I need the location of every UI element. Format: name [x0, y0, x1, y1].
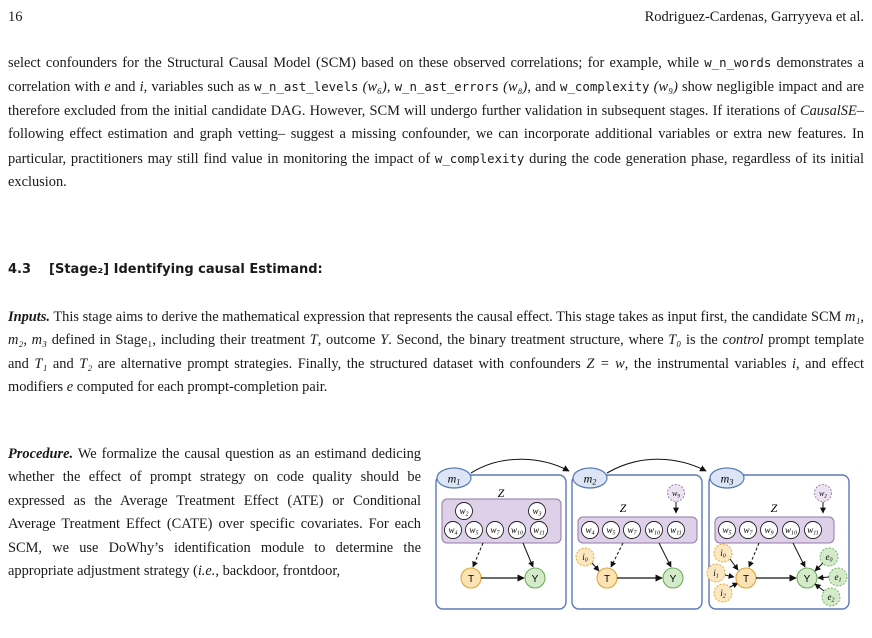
svg-text:w7: w7 [743, 525, 753, 537]
svg-text:Y: Y [669, 574, 677, 585]
svg-text:e0: e0 [825, 552, 833, 564]
scm-figure [433, 455, 861, 613]
outcome-node-m1 [525, 568, 545, 588]
excluded-node-w2 [815, 485, 832, 502]
panel-tag-m3 [710, 468, 744, 488]
panel-tag-m1 [437, 468, 471, 488]
treatment-node-m3 [736, 568, 756, 588]
svg-text:i2: i2 [720, 588, 726, 600]
svg-text:Z: Z [619, 501, 627, 515]
svg-text:Y: Y [531, 574, 539, 585]
svg-text:w3: w3 [532, 506, 542, 518]
svg-text:i0: i0 [582, 552, 588, 564]
svg-text:w4: w4 [585, 525, 595, 537]
section-heading [8, 262, 323, 277]
svg-text:w5: w5 [606, 525, 616, 537]
section-number: 4.3 [8, 262, 32, 277]
code-var-n-words: w_n_words [704, 55, 772, 70]
panel-tag-m2 [573, 468, 607, 488]
code-var-ast-errors: w_n_ast_errors [394, 79, 500, 95]
scm-panel-m1 [436, 468, 566, 609]
svg-text:w7: w7 [627, 525, 637, 537]
svg-text:w10: w10 [784, 525, 798, 537]
paragraph-confounder-selection: select confounders for the Structural Causal Model (SCM) based on these observed correlations; for example, while w_n_words demonstrates a correlation with e and i, variables such as w_n_ast_levels (w₆), w_n_ast_errors (w₈), and w_complexity (w₉) show negligible impact and are therefore excluded from the initial candidate DAG. However, SCM will undergo further validation in subsequent stages. If iterations of CausalSE–following effect estimation and graph vetting– suggest a missing confounder, we can incorporate additional variables or extra new features. In particular, practitioners may still find value in monitoring the impact of w_complexity during the code generation phase, regardless of its initial exclusion. [8, 55, 865, 191]
svg-text:w10: w10 [647, 525, 661, 537]
paragraph-inputs: Inputs. This stage aims to derive the mathematical expression that represents the causal effect. This stage takes as input first, the candidate SCM m₁, m₂, m₃ defined in Stage₁, including their treatment T, outcome Y. Second, the binary treatment structure, where T₀ is the control prompt template and T₁ and T₂ are alternative prompt strategies. Finally, the structured dataset with confounders Z = w, the instrumental variables i, and effect modifiers e computed for each prompt-completion pair. [8, 309, 864, 396]
svg-text:w11: w11 [807, 525, 819, 537]
page-number: 16 [8, 9, 23, 25]
svg-text:Y: Y [803, 574, 811, 585]
svg-text:w4: w4 [448, 525, 458, 537]
svg-text:w2: w2 [818, 489, 828, 500]
svg-text:m2: m2 [583, 471, 597, 487]
svg-text:w9: w9 [764, 525, 774, 537]
runin-heading-procedure: Procedure. [8, 446, 74, 462]
svg-text:w9: w9 [671, 489, 681, 500]
outcome-node-m2 [663, 568, 683, 588]
svg-text:w11: w11 [533, 525, 545, 537]
svg-text:e2: e2 [827, 592, 835, 604]
svg-text:T: T [742, 574, 750, 585]
svg-text:w2: w2 [459, 506, 469, 518]
runin-heading-inputs: Inputs. [8, 309, 50, 325]
excluded-node-w9 [668, 485, 685, 502]
svg-text:w5: w5 [722, 525, 732, 537]
svg-text:w5: w5 [469, 525, 479, 537]
outcome-node-m3 [797, 568, 817, 588]
code-var-complexity: w_complexity [560, 79, 650, 95]
transition-arrow-m1-m2 [471, 459, 569, 473]
paragraph-procedure: Procedure. We formalize the causal question as an estimand dedicing whether the effect of prompt strategy on code quality should be expressed as the Average Treatment Effect (ATE) or Conditional Average Treatment Effect (CATE) over specific covariates. For each SCM, we use DoWhy’s identification module to determine the appropriate adjustment strategy (i.e., backdoor, frontdoor, [8, 446, 421, 580]
treatment-node-m2 [597, 568, 617, 588]
author-header: Rodriguez-Cardenas, Garryyeva et al. [644, 9, 864, 25]
svg-text:m1: m1 [447, 471, 461, 487]
svg-text:w7: w7 [490, 525, 500, 537]
treatment-node-m1 [461, 568, 481, 588]
svg-text:T: T [603, 574, 611, 585]
running-header [8, 9, 864, 29]
transition-arrow-m2-m3 [607, 459, 706, 473]
svg-text:w10: w10 [510, 525, 524, 537]
svg-text:i0: i0 [720, 548, 726, 560]
code-var-ast-levels: w_n_ast_levels [254, 79, 359, 95]
svg-text:T: T [467, 574, 475, 585]
scm-panel-m2 [572, 468, 702, 609]
z-label: Z [497, 486, 505, 500]
svg-text:e1: e1 [834, 572, 842, 584]
svg-text:i1: i1 [713, 568, 719, 580]
code-var-complexity: w_complexity [434, 150, 525, 166]
svg-text:Z: Z [770, 501, 778, 515]
instrument-node-i0 [576, 548, 594, 566]
svg-text:w11: w11 [670, 525, 682, 537]
svg-text:m3: m3 [720, 471, 734, 487]
section-title: [Stage₂] Identifying causal Estimand: [49, 262, 323, 277]
scm-panel-m3 [707, 468, 849, 609]
